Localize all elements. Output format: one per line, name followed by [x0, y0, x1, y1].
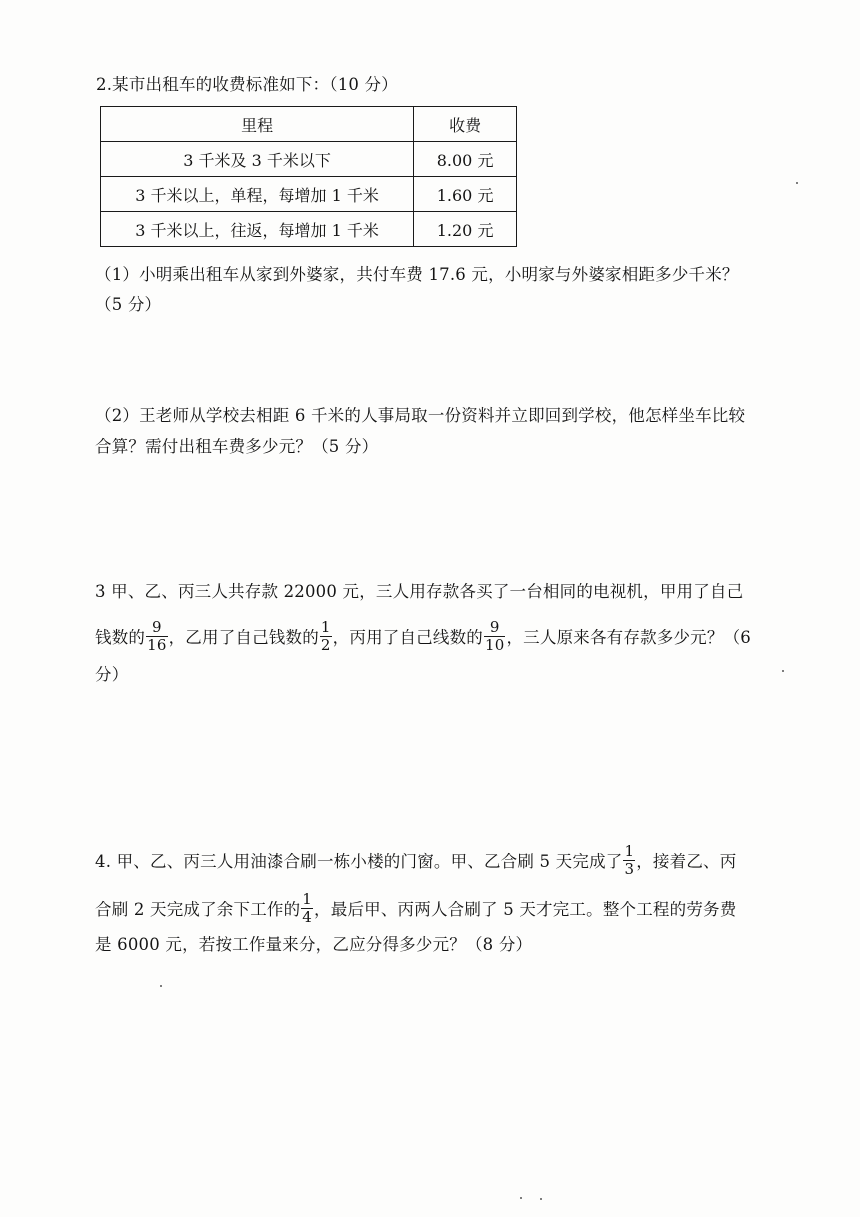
fraction-numerator: 9	[146, 619, 168, 637]
q3-text-d: ，三人原来各有存款多少元？（6	[506, 628, 751, 647]
scan-speck	[520, 1197, 522, 1199]
fraction-numerator: 9	[484, 619, 506, 637]
q3-line1: 3 甲、乙、丙三人共存款 22000 元，三人用存款各买了一台相同的电视机，甲用了自己	[95, 582, 744, 601]
fraction-denominator: 4	[302, 908, 313, 926]
q4-text-a2: 合刷 2 天完成了余下工作的	[95, 900, 301, 919]
table-row	[101, 177, 517, 212]
scan-speck	[796, 182, 798, 184]
q4-text-b2: ，最后甲、丙两人合刷了 5 天才完工。整个工程的劳务费	[314, 900, 737, 919]
q4-line3: 是 6000 元，若按工作量来分，乙应分得多少元？（8 分）	[95, 935, 533, 954]
q2-part2-line1: （2）王老师从学校去相距 6 千米的人事局取一份资料并立即回到学校，他怎样坐车比较	[95, 406, 746, 425]
q4-line2	[95, 890, 736, 930]
q4-line1	[95, 842, 736, 882]
table-row	[101, 212, 517, 247]
fraction-1-4	[301, 891, 313, 926]
q3-text-c: ，丙用了自己线数的	[332, 628, 483, 647]
table-row	[101, 142, 517, 177]
table-cell-distance: 3 千米以上，单程，每增加 1 千米	[101, 177, 414, 212]
q2-title: 2.某市出租车的收费标准如下：（10 分）	[96, 75, 398, 94]
fraction-9-16	[146, 619, 168, 654]
table-cell-fee: 8.00 元	[414, 142, 517, 177]
table-header-row	[101, 107, 517, 142]
fraction-numerator: 1	[302, 890, 313, 908]
q3-line2	[95, 618, 751, 658]
fraction-1-3	[623, 843, 635, 878]
scan-speck	[540, 1198, 542, 1200]
fare-table	[100, 106, 517, 247]
q3-text-b: ，乙用了自己钱数的	[168, 628, 319, 647]
table-header-distance: 里程	[101, 107, 414, 142]
q3-line3: 分）	[95, 665, 129, 684]
table-cell-fee: 1.60 元	[414, 177, 517, 212]
fraction-numerator: 1	[320, 618, 331, 636]
q2-part1-line2: （5 分）	[95, 295, 162, 314]
fraction-denominator: 10	[484, 636, 505, 654]
fraction-1-2	[320, 619, 332, 654]
q4-text-a: 4. 甲、乙、丙三人用油漆合刷一栋小楼的门窗。甲、乙合刷 5 天完成了	[95, 852, 623, 871]
fraction-denominator: 16	[147, 636, 167, 654]
table-cell-fee: 1.20 元	[414, 212, 517, 247]
q3-text-a: 钱数的	[95, 628, 146, 647]
q4-text-b: ，接着乙、丙	[636, 852, 737, 871]
table-cell-distance: 3 千米以上，往返，每增加 1 千米	[101, 212, 414, 247]
q2-part2-line2: 合算？需付出租车费多少元？（5 分）	[95, 437, 379, 456]
table-cell-distance: 3 千米及 3 千米以下	[101, 142, 414, 177]
scan-speck	[160, 985, 162, 987]
q2-part1-line1: （1）小明乘出租车从家到外婆家，共付车费 17.6 元，小明家与外婆家相距多少千米？	[95, 265, 739, 284]
scan-speck	[782, 670, 784, 672]
table-header-fee: 收费	[414, 107, 517, 142]
fraction-denominator: 3	[624, 860, 635, 878]
fraction-denominator: 2	[320, 636, 331, 654]
fraction-numerator: 1	[624, 842, 635, 860]
fraction-9-10	[484, 619, 506, 654]
